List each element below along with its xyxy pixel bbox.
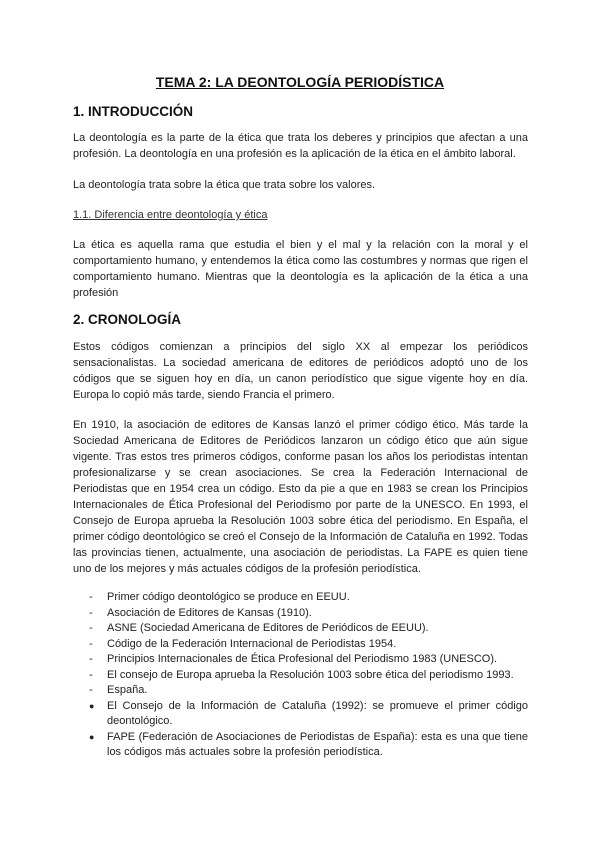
list-item-text: El Consejo de la Información de Cataluña (1992): se promueve el primer código deontológico. <box>107 699 528 727</box>
list-item <box>73 683 528 699</box>
bullet-icon: ● <box>89 700 95 711</box>
bullet-icon: ● <box>89 731 95 742</box>
dash-marker: - <box>89 591 93 603</box>
list-item <box>73 621 528 637</box>
list-item-text: Asociación de Editores de Kansas (1910). <box>107 606 312 619</box>
list-item-text: España. <box>107 684 148 696</box>
list-item-text: FAPE (Federación de Asociaciones de Periodistas de España): esta es una que tiene los códigos más actuales sobre la profesión periodística. <box>107 730 528 758</box>
subheading: 1.1. Diferencia entre deontología y ética <box>73 209 268 221</box>
list-item <box>73 730 528 761</box>
list-item <box>73 668 528 684</box>
list-item <box>73 652 528 668</box>
paragraph: La deontología trata sobre la ética que trata sobre los valores. <box>73 179 376 191</box>
dash-marker: - <box>89 653 93 665</box>
section-heading-introduccion: 1. INTRODUCCIÓN <box>73 104 194 119</box>
list-item <box>73 637 528 653</box>
section-heading-cronologia: 2. CRONOLOGÍA <box>73 312 182 327</box>
list-item-text: El consejo de Europa aprueba la Resolución 1003 sobre ética del periodismo 1993. <box>107 668 514 681</box>
list-item-text: Código de la Federación Internacional de Periodistas 1954. <box>107 637 397 650</box>
paragraph: En 1910, la asociación de editores de Kansas lanzó el primer código ético. Más tarde la Sociedad Americana de Editores de Periódicos lanzaron un código ético que aún sigue vigente. Tras estos tres primeros códigos, conforme pasan los años los periodistas intentan profesionalizarse y se crean asociaciones. Se crea la Federación Internacional de Periodistas que en 1954 crea un código. Esto da pie a que en 1983 se crean los Principios Internacionales de Ética Profesional del Periodismo por parte de la UNESCO. En 1993, el Consejo de Europa aprueba la Resolución 1003 sobre ética del periodismo. En España, el primer código deontológico se creó el Consejo de la Información de Cataluña en 1992. Todas las provincias tienen, actualmente, una asociación de periodistas. La FAPE es quien tiene uno de los mejores y más actuales códigos de la profesión periodística. <box>73 419 528 575</box>
dash-marker: - <box>89 684 93 696</box>
list-item <box>73 590 528 606</box>
list-item-text: Principios Internacionales de Ética Profesional del Periodismo 1983 (UNESCO). <box>107 653 498 665</box>
dash-marker: - <box>89 606 93 619</box>
list-item <box>73 699 528 730</box>
list-item-text: ASNE (Sociedad Americana de Editores de Periódicos de EEUU). <box>107 622 429 634</box>
dash-marker: - <box>89 637 93 650</box>
list-item-text: Primer código deontológico se produce en EEUU. <box>107 591 350 603</box>
paragraph: La ética es aquella rama que estudia el bien y el mal y la relación con la moral y el comportamiento humano, y entendemos la ética como las costumbres y normas que rigen el comportamiento humano. Mientras que la deontología es la aplicación de la ética a una profesión <box>73 239 528 299</box>
document-title: TEMA 2: LA DEONTOLOGÍA PERIODÍSTICA <box>155 74 445 90</box>
dash-marker: - <box>89 622 93 634</box>
list-item <box>73 606 528 622</box>
paragraph: La deontología es la parte de la ética que trata los deberes y principios que afectan a una profesión. La deontología en una profesión es la aplicación de la ética en el ámbito laboral. <box>73 132 528 160</box>
paragraph: Estos códigos comienzan a principios del siglo XX al empezar los periódicos sensacionalistas. La sociedad americana de editores de periódicos adoptó uno de los códigos que se siguen hoy en día, un canon periodístico que sigue vigente hoy en día. Europa lo copió más tarde, siendo Francia el primero. <box>73 341 528 401</box>
chronology-list <box>73 590 528 761</box>
dash-marker: - <box>89 668 93 681</box>
